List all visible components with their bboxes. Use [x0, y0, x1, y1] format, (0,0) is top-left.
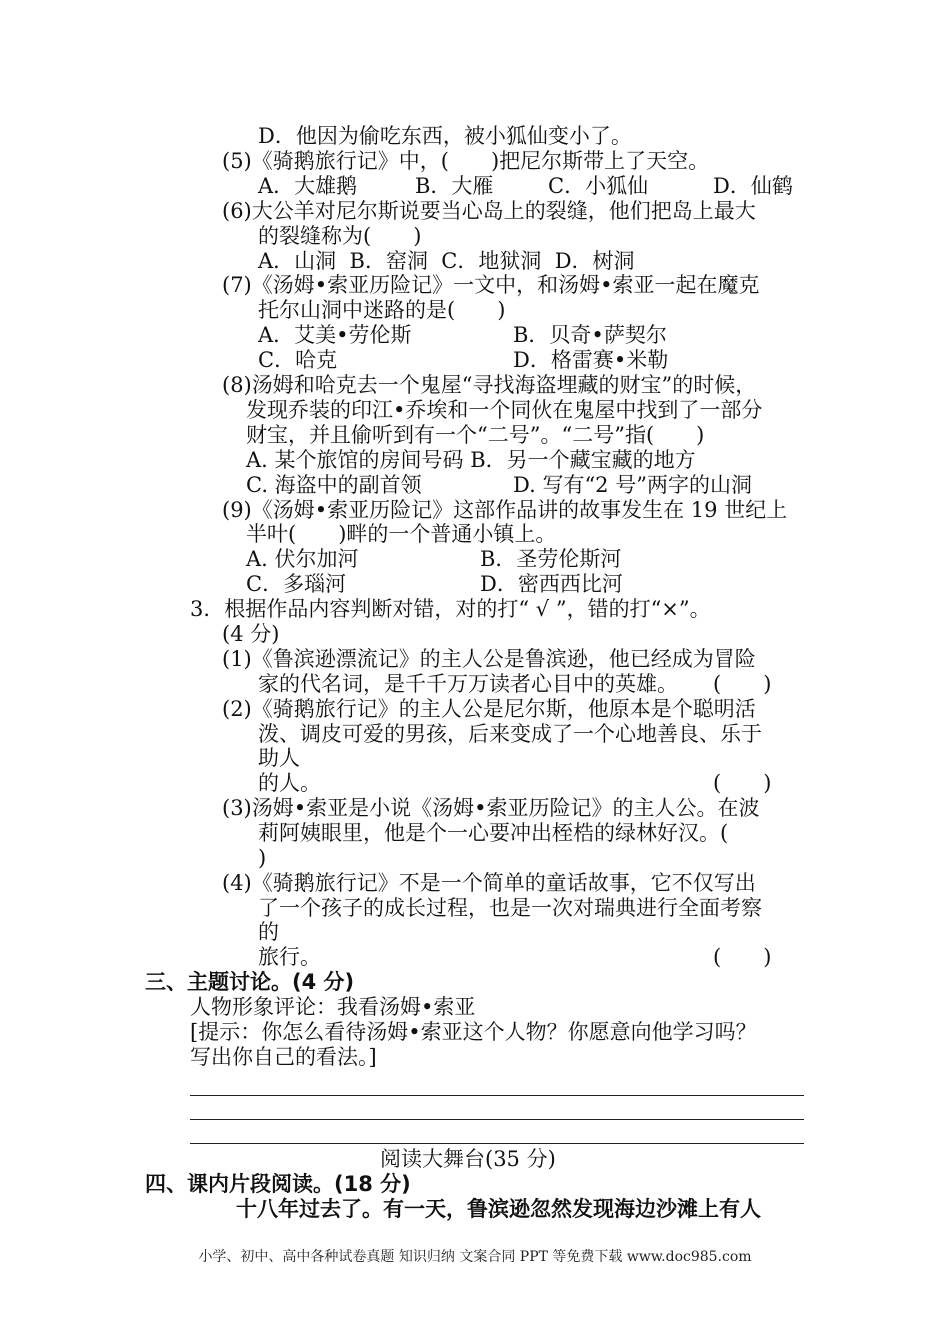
q3-item4-line4: 旅行。 — [258, 945, 321, 969]
q7-line1: (7)《汤姆•索亚历险记》一文中，和汤姆•索亚一起在魔克 — [222, 273, 760, 297]
answer-line-2 — [190, 1119, 804, 1120]
q5-stem: (5)《骑鹅旅行记》中，( )把尼尔斯带上了天空。 — [222, 149, 710, 173]
section3-heading: 三、主题讨论。(4 分) — [145, 970, 355, 994]
q7-option-a: A．艾美•劳伦斯 — [258, 323, 412, 347]
q3-item1-line2: 家的代名词，是千千万万读者心目中的英雄。 — [258, 672, 678, 696]
answer-line-1 — [190, 1095, 804, 1096]
q9-option-c: C．多瑙河 — [246, 572, 347, 596]
q3-item4-line2: 了一个孩子的成长过程，也是一次对瑞典进行全面考察 — [258, 896, 762, 920]
page-footer: 小学、初中、高中各种试卷真题 知识归纳 文案合同 PPT 等免费下载 www.doc985.com — [198, 1249, 752, 1265]
q3-item3-line1: (3)汤姆•索亚是小说《汤姆•索亚历险记》的主人公。在波 — [222, 796, 760, 820]
q3-item1-line1: (1)《鲁滨逊漂流记》的主人公是鲁滨逊，他已经成为冒险 — [222, 647, 756, 671]
q3-item1-answer-blank: ( ) — [713, 672, 772, 696]
section3-subtitle: 人物形象评论：我看汤姆•索亚 — [190, 995, 476, 1019]
q5-option-a: A．大雄鹅 — [258, 174, 358, 198]
q3-item2-line4: 的人。 — [258, 771, 321, 795]
q9-option-b: B．圣劳伦斯河 — [480, 547, 622, 571]
q3-title: 3．根据作品内容判断对错，对的打“ √ ”，错的打“×”。 — [190, 597, 711, 621]
section4-heading: 四、课内片段阅读。(18 分) — [145, 1172, 411, 1196]
q7-line2: 托尔山洞中迷路的是( ) — [258, 298, 506, 322]
q7-option-b: B．贝奇•萨契尔 — [513, 323, 667, 347]
q5-option-c: C．小狐仙 — [548, 174, 649, 198]
answer-line-3 — [190, 1143, 804, 1144]
q8-option-c: C. 海盗中的副首领 — [246, 473, 422, 497]
q3-item2-line1: (2)《骑鹅旅行记》的主人公是尼尔斯，他原本是个聪明活 — [222, 697, 756, 721]
section3-hint-line1: [提示：你怎么看待汤姆•索亚这个人物？你愿意向他学习吗？ — [190, 1020, 757, 1044]
q8-option-ab: A. 某个旅馆的房间号码 B．另一个藏宝藏的地方 — [246, 448, 696, 472]
q9-option-a: A. 伏尔加河 — [246, 547, 359, 571]
q3-item3-line3: ) — [258, 846, 267, 870]
section3-hint-line2: 写出你自己的看法。] — [190, 1045, 377, 1069]
q3-score: (4 分) — [222, 622, 280, 646]
q8-line1: (8)汤姆和哈克去一个鬼屋“寻找海盗埋藏的财宝”的时候， — [222, 373, 757, 397]
passage-first-line: 十八年过去了。有一天，鲁滨逊忽然发现海边沙滩上有人 — [236, 1197, 761, 1221]
q3-item2-line2: 泼、调皮可爱的男孩，后来变成了一个心地善良、乐于 — [258, 722, 762, 746]
q7-option-c: C．哈克 — [258, 348, 338, 372]
q9-line2: 半叶( )畔的一个普通小镇上。 — [246, 522, 557, 546]
q6-line2: 的裂缝称为( ) — [258, 224, 422, 248]
q3-item3-line2: 莉阿姨眼里，他是个一心要冲出桎梏的绿林好汉。( — [258, 821, 729, 845]
reading-stage-title: 阅读大舞台(35 分) — [380, 1147, 556, 1171]
q3-item4-answer-blank: ( ) — [713, 945, 772, 969]
q3-item2-line3: 助人 — [258, 746, 300, 770]
q7-option-d: D．格雷赛•米勒 — [513, 348, 669, 372]
q9-option-d: D．密西西比河 — [480, 572, 623, 596]
q3-item4-line3: 的 — [258, 920, 279, 944]
q6-line1: (6)大公羊对尼尔斯说要当心岛上的裂缝，他们把岛上最大 — [222, 199, 756, 223]
q3-item4-line1: (4)《骑鹅旅行记》不是一个简单的童话故事，它不仅写出 — [222, 871, 756, 895]
q8-option-d: D. 写有“2 号”两字的山洞 — [513, 473, 752, 497]
q4-option-d: D．他因为偷吃东西，被小狐仙变小了。 — [258, 124, 632, 148]
q5-option-b: B．大雁 — [415, 174, 494, 198]
q8-line3: 财宝，并且偷听到有一个“二号”。“二号”指( ) — [246, 423, 705, 447]
q9-line1: (9)《汤姆•索亚历险记》这部作品讲的故事发生在 19 世纪上 — [222, 498, 788, 522]
q3-item2-answer-blank: ( ) — [713, 771, 772, 795]
q5-option-d: D．仙鹤 — [713, 174, 793, 198]
q8-line2: 发现乔装的印江•乔埃和一个同伙在鬼屋中找到了一部分 — [246, 398, 763, 422]
q6-options: A．山洞 B．窑洞 C．地狱洞 D．树洞 — [258, 249, 635, 273]
